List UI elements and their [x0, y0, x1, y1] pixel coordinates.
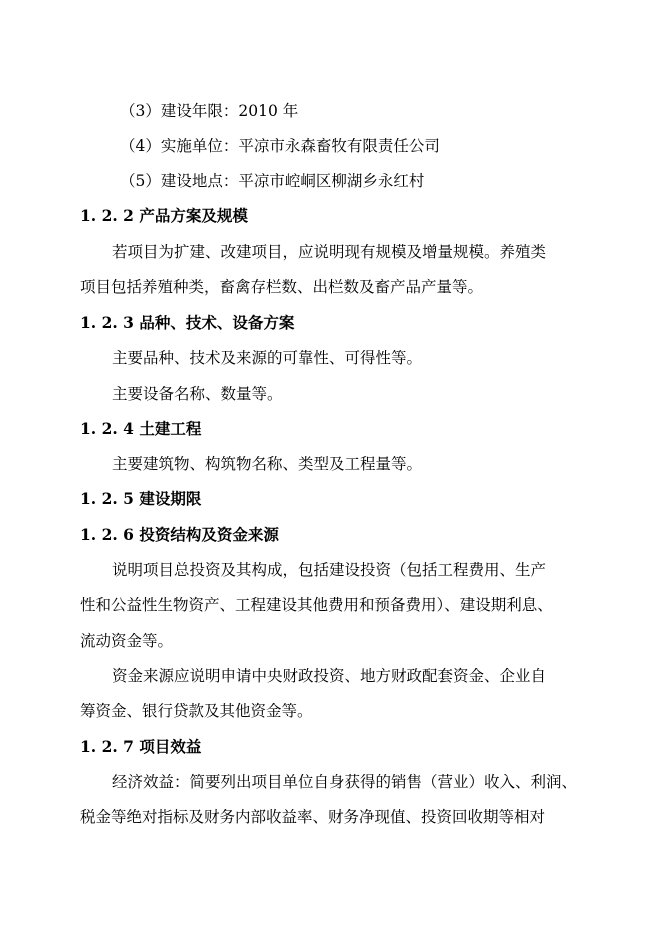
paragraph-line: 若项目为扩建、改建项目，应说明现有规模及增量规模。养殖类: [112, 243, 547, 261]
section-heading-1-2-3: 1. 2. 3 品种、技术、设备方案: [80, 313, 295, 332]
paragraph-line: 主要品种、技术及来源的可靠性、可得性等。: [112, 349, 423, 367]
section-heading-1-2-4: 1. 2. 4 土建工程: [80, 419, 202, 438]
paragraph-line: 性和公益性生物资产、工程建设其他费用和预备费用）、建设期利息、: [80, 596, 553, 614]
paragraph-line: 说明项目总投资及其构成，包括建设投资（包括工程费用、生产: [112, 561, 547, 579]
paragraph-line: 主要设备名称、数量等。: [112, 385, 283, 403]
paragraph-line: 筹资金、银行贷款及其他资金等。: [80, 702, 313, 720]
section-heading-1-2-5: 1. 2. 5 建设期限: [80, 489, 202, 508]
paragraph-line: 资金来源应说明申请中央财政投资、地方财政配套资金、企业自: [112, 667, 547, 685]
paragraph-line: 流动资金等。: [80, 632, 174, 650]
paragraph-line: 经济效益：简要列出项目单位自身获得的销售（营业）收入、利润、: [112, 773, 578, 791]
list-item-implementing-unit: （4）实施单位：平凉市永森畜牧有限责任公司: [120, 137, 440, 155]
section-heading-1-2-6: 1. 2. 6 投资结构及资金来源: [80, 525, 279, 544]
section-heading-1-2-7: 1. 2. 7 项目效益: [80, 737, 202, 756]
paragraph-line: 项目包括养殖种类，畜禽存栏数、出栏数及畜产品产量等。: [80, 278, 484, 296]
paragraph-line: 主要建筑物、构筑物名称、类型及工程量等。: [112, 455, 423, 473]
section-heading-1-2-2: 1. 2. 2 产品方案及规模: [80, 206, 248, 225]
paragraph-line: 税金等绝对指标及财务内部收益率、财务净现值、投资回收期等相对: [80, 808, 546, 826]
list-item-construction-period: （3）建设年限：2010 年: [120, 102, 299, 120]
list-item-construction-site: （5）建设地点：平凉市崆峒区柳湖乡永红村: [120, 172, 425, 190]
